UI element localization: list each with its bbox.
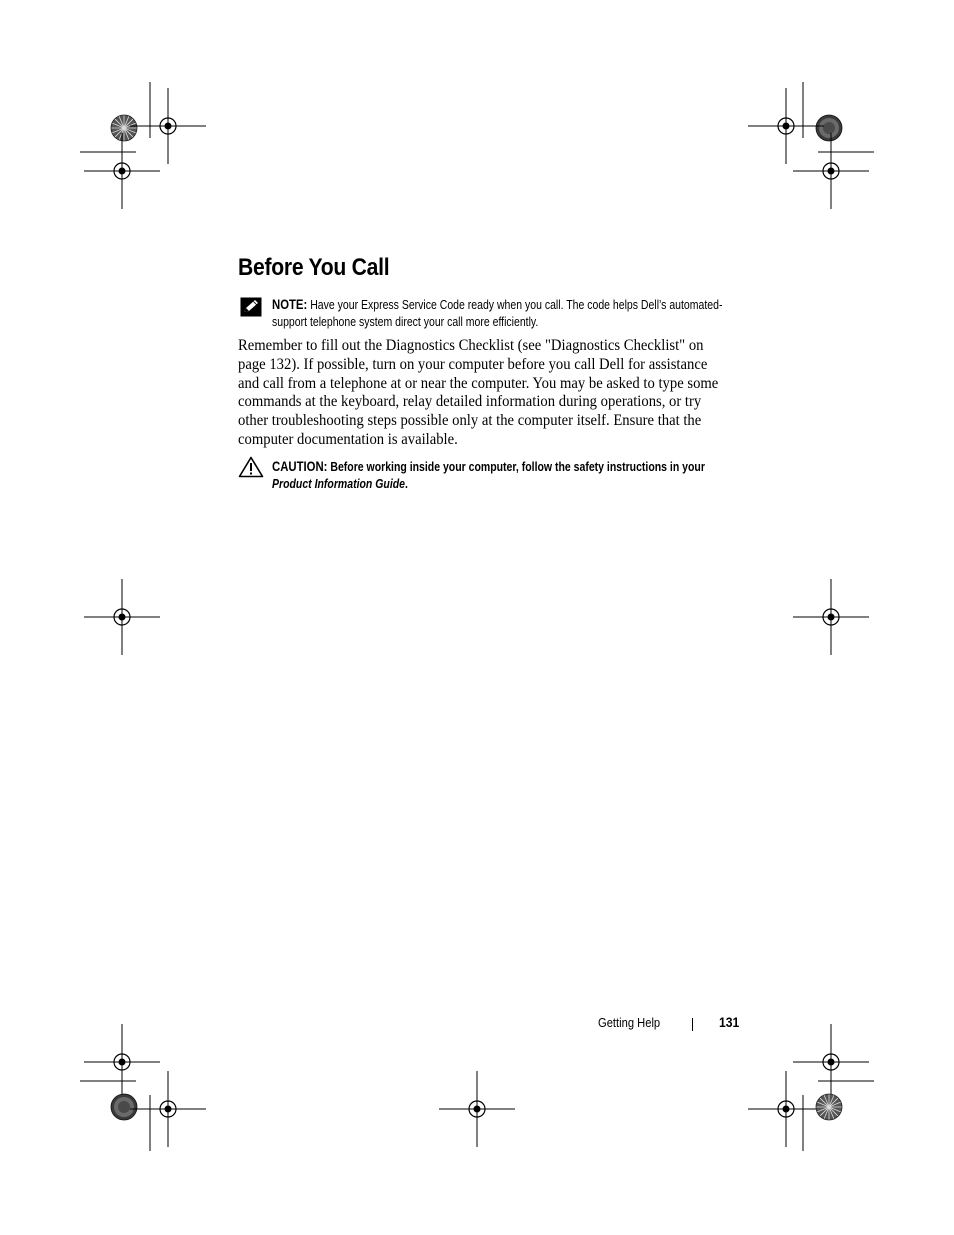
page-number: 131 [719, 1015, 740, 1030]
note-text: Have your Express Service Code ready when you call. The code helps Dell’s automated-support telephone system direct your call more efficiently. [272, 298, 723, 329]
caution-label: CAUTION: [272, 459, 328, 474]
footer-section-title: Getting Help [598, 1015, 661, 1030]
note-label: NOTE: [272, 297, 308, 312]
page-title: Before You Call [238, 254, 390, 281]
warning-triangle-icon [238, 456, 264, 478]
caution-callout [272, 458, 742, 493]
guide-title: Product Information Guide [272, 477, 406, 491]
caution-text-end: . [405, 477, 408, 491]
body-paragraph: Remember to fill out the Diagnostics Checklist (see "Diagnostics Checklist" on page 132). If possible, turn on your computer before you call Dell for assistance and call from a telephone at or near the computer. You may be asked to type some commands at the keyboard, relay detailed information during operations, or try other troubleshooting steps possible only at the computer itself. Ensure that the computer documentation is available. [238, 337, 719, 448]
caution-text: Before working inside your computer, follow the safety instructions in your [330, 460, 705, 474]
pencil-note-icon [240, 297, 262, 317]
note-callout [272, 296, 742, 331]
footer-separator [692, 1018, 693, 1031]
